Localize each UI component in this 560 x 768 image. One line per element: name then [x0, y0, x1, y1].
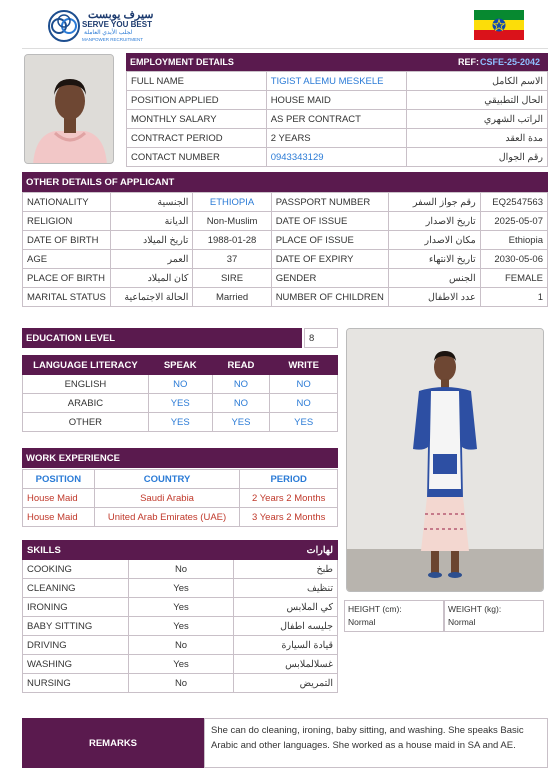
detail-value: Ethiopia: [480, 231, 547, 250]
work-row: [23, 508, 338, 527]
skills-title: SKILLS: [23, 541, 129, 560]
work-column-header: COUNTRY: [94, 470, 240, 489]
applicant-detail-row: [23, 269, 548, 288]
language-name: ARABIC: [23, 394, 149, 413]
field-label: MONTHLY SALARY: [127, 110, 267, 129]
detail-label-arabic: مكان الاصدار: [388, 231, 480, 250]
education-level-value: 8: [304, 328, 338, 348]
detail-label: DATE OF ISSUE: [271, 212, 388, 231]
detail-value: Non-Muslim: [193, 212, 271, 231]
work-column-header: PERIOD: [240, 470, 338, 489]
skill-name-arabic: التمريض: [234, 674, 338, 693]
header-divider: [22, 48, 548, 49]
language-row: [23, 375, 338, 394]
detail-value: 1: [480, 288, 547, 307]
detail-label-arabic: تاريخ الميلاد: [110, 231, 193, 250]
detail-label: NUMBER OF CHILDREN: [271, 288, 388, 307]
field-label: CONTACT NUMBER: [127, 148, 267, 167]
skill-name: COOKING: [23, 560, 129, 579]
weight-value: Normal: [448, 617, 476, 627]
skill-row: [23, 636, 338, 655]
language-read-value: YES: [212, 413, 270, 432]
work-experience-header: [22, 448, 338, 468]
skill-row: [23, 579, 338, 598]
logo-english-text: SERVE YOU BEST: [82, 20, 152, 29]
skill-row: [23, 674, 338, 693]
detail-label: RELIGION: [23, 212, 111, 231]
employment-details-title: EMPLOYMENT DETAILS: [130, 57, 234, 67]
weight-box: [444, 600, 544, 632]
logo-arabic-text: سيرف يوبست: [88, 9, 154, 21]
field-label: CONTRACT PERIOD: [127, 129, 267, 148]
skill-row: [23, 560, 338, 579]
detail-label: PLACE OF BIRTH: [23, 269, 111, 288]
detail-value: 2030-05-06: [480, 250, 547, 269]
logo-sub-english-text: MANPOWER RECRUITMENT: [82, 37, 143, 42]
skills-table: [22, 540, 338, 693]
skill-name-arabic: طبخ: [234, 560, 338, 579]
employment-row: [127, 110, 548, 129]
detail-label-arabic: الجنسية: [110, 193, 193, 212]
language-column-header: READ: [212, 356, 270, 375]
detail-label-arabic: الديانة: [110, 212, 193, 231]
education-level-label: EDUCATION LEVEL: [22, 328, 302, 348]
detail-label: PASSPORT NUMBER: [271, 193, 388, 212]
language-read-value: NO: [212, 394, 270, 413]
ethiopia-flag-icon: [474, 10, 524, 40]
skill-name: IRONING: [23, 598, 129, 617]
applicant-portrait-photo: [24, 54, 114, 164]
detail-label: MARITAL STATUS: [23, 288, 111, 307]
applicant-detail-row: [23, 193, 548, 212]
language-read-value: NO: [212, 375, 270, 394]
skill-row: [23, 617, 338, 636]
field-value: TIGIST ALEMU MESKELE: [266, 72, 406, 91]
skill-name: DRIVING: [23, 636, 129, 655]
language-name: OTHER: [23, 413, 149, 432]
work-period: 2 Years 2 Months: [240, 489, 338, 508]
skills-title-arabic: لهارات: [234, 541, 338, 560]
detail-label-arabic: تاريخ الاصدار: [388, 212, 480, 231]
employment-details-header: [126, 53, 548, 71]
height-label: HEIGHT (cm):: [348, 604, 402, 614]
field-value: AS PER CONTRACT: [266, 110, 406, 129]
field-label-arabic: الاسم الكامل: [406, 72, 547, 91]
skill-name: BABY SITTING: [23, 617, 129, 636]
remarks-text: She can do cleaning, ironing, baby sitting, and washing. She speaks Basic Arabic and other languages. She worked as a house maid in SA and AE.: [204, 718, 548, 768]
detail-label-arabic: رقم جواز السفر: [388, 193, 480, 212]
language-column-header: SPEAK: [148, 356, 212, 375]
detail-label: NATIONALITY: [23, 193, 111, 212]
language-name: ENGLISH: [23, 375, 149, 394]
skill-name-arabic: قيادة السيارة: [234, 636, 338, 655]
other-details-table: [22, 192, 548, 307]
detail-value: 37: [193, 250, 271, 269]
field-label: FULL NAME: [127, 72, 267, 91]
employment-row: [127, 91, 548, 110]
detail-value: Married: [193, 288, 271, 307]
weight-label: WEIGHT (kg):: [448, 604, 502, 614]
detail-value: FEMALE: [480, 269, 547, 288]
work-country: United Arab Emirates (UAE): [94, 508, 240, 527]
language-column-header: LANGUAGE LITERACY: [23, 356, 149, 375]
employment-row: [127, 129, 548, 148]
other-details-title: OTHER DETAILS OF APPLICANT: [26, 177, 175, 188]
language-speak-value: YES: [148, 394, 212, 413]
skill-name-arabic: كي الملابس: [234, 598, 338, 617]
detail-label-arabic: تاريخ الانتهاء: [388, 250, 480, 269]
employment-details-table: [126, 71, 548, 167]
language-column-header: WRITE: [270, 356, 338, 375]
work-experience-title: WORK EXPERIENCE: [26, 453, 120, 464]
skill-value: Yes: [128, 598, 233, 617]
company-logo: [48, 8, 158, 44]
detail-value: EQ2547563: [480, 193, 547, 212]
applicant-detail-row: [23, 212, 548, 231]
detail-label: AGE: [23, 250, 111, 269]
work-column-header: POSITION: [23, 470, 95, 489]
logo-emblem-icon: [48, 10, 80, 42]
detail-label: GENDER: [271, 269, 388, 288]
detail-label: PLACE OF ISSUE: [271, 231, 388, 250]
work-experience-table: [22, 469, 338, 527]
field-label-arabic: رقم الجوال: [406, 148, 547, 167]
skill-name-arabic: تنظيف: [234, 579, 338, 598]
skill-value: Yes: [128, 655, 233, 674]
employment-row: [127, 72, 548, 91]
skill-row: [23, 655, 338, 674]
work-period: 3 Years 2 Months: [240, 508, 338, 527]
skill-name: CLEANING: [23, 579, 129, 598]
language-row: [23, 413, 338, 432]
skill-value: No: [128, 560, 233, 579]
skill-row: [23, 598, 338, 617]
applicant-detail-row: [23, 231, 548, 250]
language-row: [23, 394, 338, 413]
field-value: HOUSE MAID: [266, 91, 406, 110]
skill-value: Yes: [128, 617, 233, 636]
skill-value: No: [128, 674, 233, 693]
language-write-value: YES: [270, 413, 338, 432]
language-write-value: NO: [270, 375, 338, 394]
reference-label: REF:: [458, 57, 479, 67]
work-country: Saudi Arabia: [94, 489, 240, 508]
detail-label-arabic: الجنس: [388, 269, 480, 288]
field-label-arabic: الحال التطبيقي: [406, 91, 547, 110]
skill-value: No: [128, 636, 233, 655]
skill-name: NURSING: [23, 674, 129, 693]
detail-value: SIRE: [193, 269, 271, 288]
field-label: POSITION APPLIED: [127, 91, 267, 110]
detail-value: 1988-01-28: [193, 231, 271, 250]
skill-name-arabic: جليسه اطفال: [234, 617, 338, 636]
field-value: 2 YEARS: [266, 129, 406, 148]
field-value: 0943343129: [266, 148, 406, 167]
detail-value: ETHIOPIA: [193, 193, 271, 212]
other-details-header: [22, 172, 548, 192]
remarks-label: REMARKS: [88, 737, 138, 749]
work-row: [23, 489, 338, 508]
detail-label: DATE OF EXPIRY: [271, 250, 388, 269]
reference-number: CSFE-25-2042: [480, 57, 541, 67]
field-label-arabic: الراتب الشهري: [406, 110, 547, 129]
detail-label: DATE OF BIRTH: [23, 231, 111, 250]
work-position: House Maid: [23, 489, 95, 508]
skill-name-arabic: غسلالملابس: [234, 655, 338, 674]
work-position: House Maid: [23, 508, 95, 527]
field-label-arabic: مدة العقد: [406, 129, 547, 148]
language-write-value: NO: [270, 394, 338, 413]
language-speak-value: NO: [148, 375, 212, 394]
logo-sub-arabic-text: لجلب الأيدي العاملة: [84, 30, 133, 36]
remarks-label-cell: [22, 718, 204, 768]
skill-value: Yes: [128, 579, 233, 598]
detail-label-arabic: الحالة الاجتماعية: [110, 288, 193, 307]
height-box: [344, 600, 444, 632]
detail-label-arabic: كان الميلاد: [110, 269, 193, 288]
applicant-full-body-photo: [346, 328, 544, 592]
detail-label-arabic: العمر: [110, 250, 193, 269]
skill-name: WASHING: [23, 655, 129, 674]
height-value: Normal: [348, 617, 376, 627]
employment-row: [127, 148, 548, 167]
detail-value: 2025-05-07: [480, 212, 547, 231]
applicant-detail-row: [23, 250, 548, 269]
applicant-detail-row: [23, 288, 548, 307]
language-speak-value: YES: [148, 413, 212, 432]
detail-label-arabic: عدد الاطفال: [388, 288, 480, 307]
language-literacy-table: [22, 355, 338, 432]
